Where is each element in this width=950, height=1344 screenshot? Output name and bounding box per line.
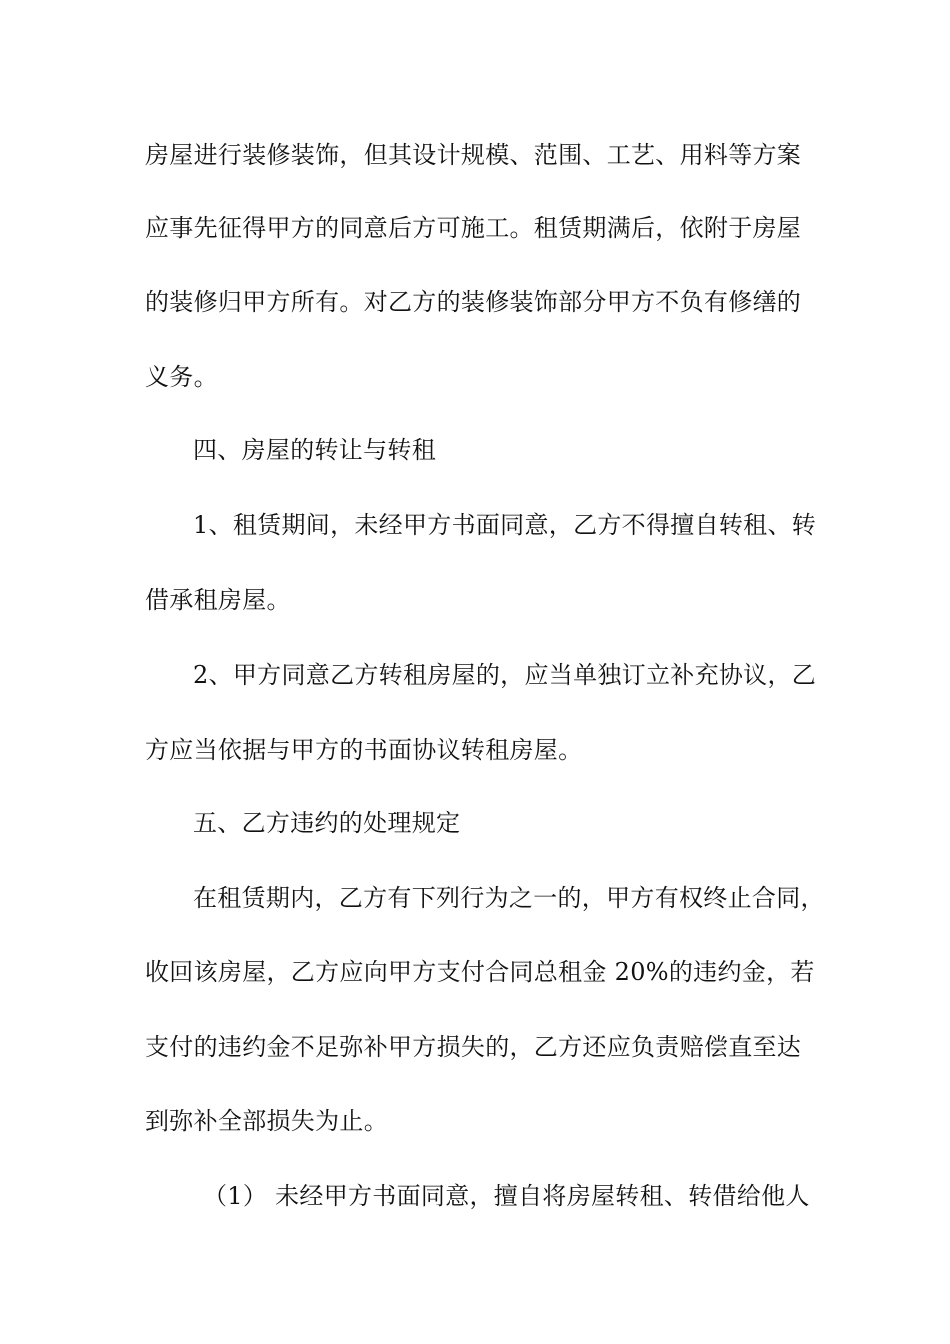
body-text-line: 在租赁期内，乙方有下列行为之一的，甲方有权终止合同， xyxy=(193,884,825,912)
list-item: （1） 未经甲方书面同意，擅自将房屋转租、转借给他人 xyxy=(203,1182,810,1210)
clause-line: 2、甲方同意乙方转租房屋的，应当单独订立补充协议，乙 xyxy=(193,661,817,689)
body-text-line: 到弥补全部损失为止。 xyxy=(145,1107,388,1135)
section-heading: 四、房屋的转让与转租 xyxy=(193,436,436,464)
clause-line: 1、租赁期间，未经甲方书面同意，乙方不得擅自转租、转 xyxy=(193,511,817,539)
body-text-line: 收回该房屋，乙方应向甲方支付合同总租金 20%的违约金，若 xyxy=(145,958,815,986)
body-text-line: 应事先征得甲方的同意后方可施工。租赁期满后，依附于房屋 xyxy=(145,214,802,242)
body-text-line: 房屋进行装修装饰，但其设计规模、范围、工艺、用料等方案 xyxy=(145,141,802,169)
clause-line: 借承租房屋。 xyxy=(145,586,291,614)
clause-line: 方应当依据与甲方的书面协议转租房屋。 xyxy=(145,736,583,764)
section-heading: 五、乙方违约的处理规定 xyxy=(193,809,461,837)
body-text-line: 义务。 xyxy=(145,363,218,391)
body-text-line: 的装修归甲方所有。对乙方的装修装饰部分甲方不负有修缮的 xyxy=(145,288,802,316)
body-text-line: 支付的违约金不足弥补甲方损失的，乙方还应负责赔偿直至达 xyxy=(145,1033,802,1061)
